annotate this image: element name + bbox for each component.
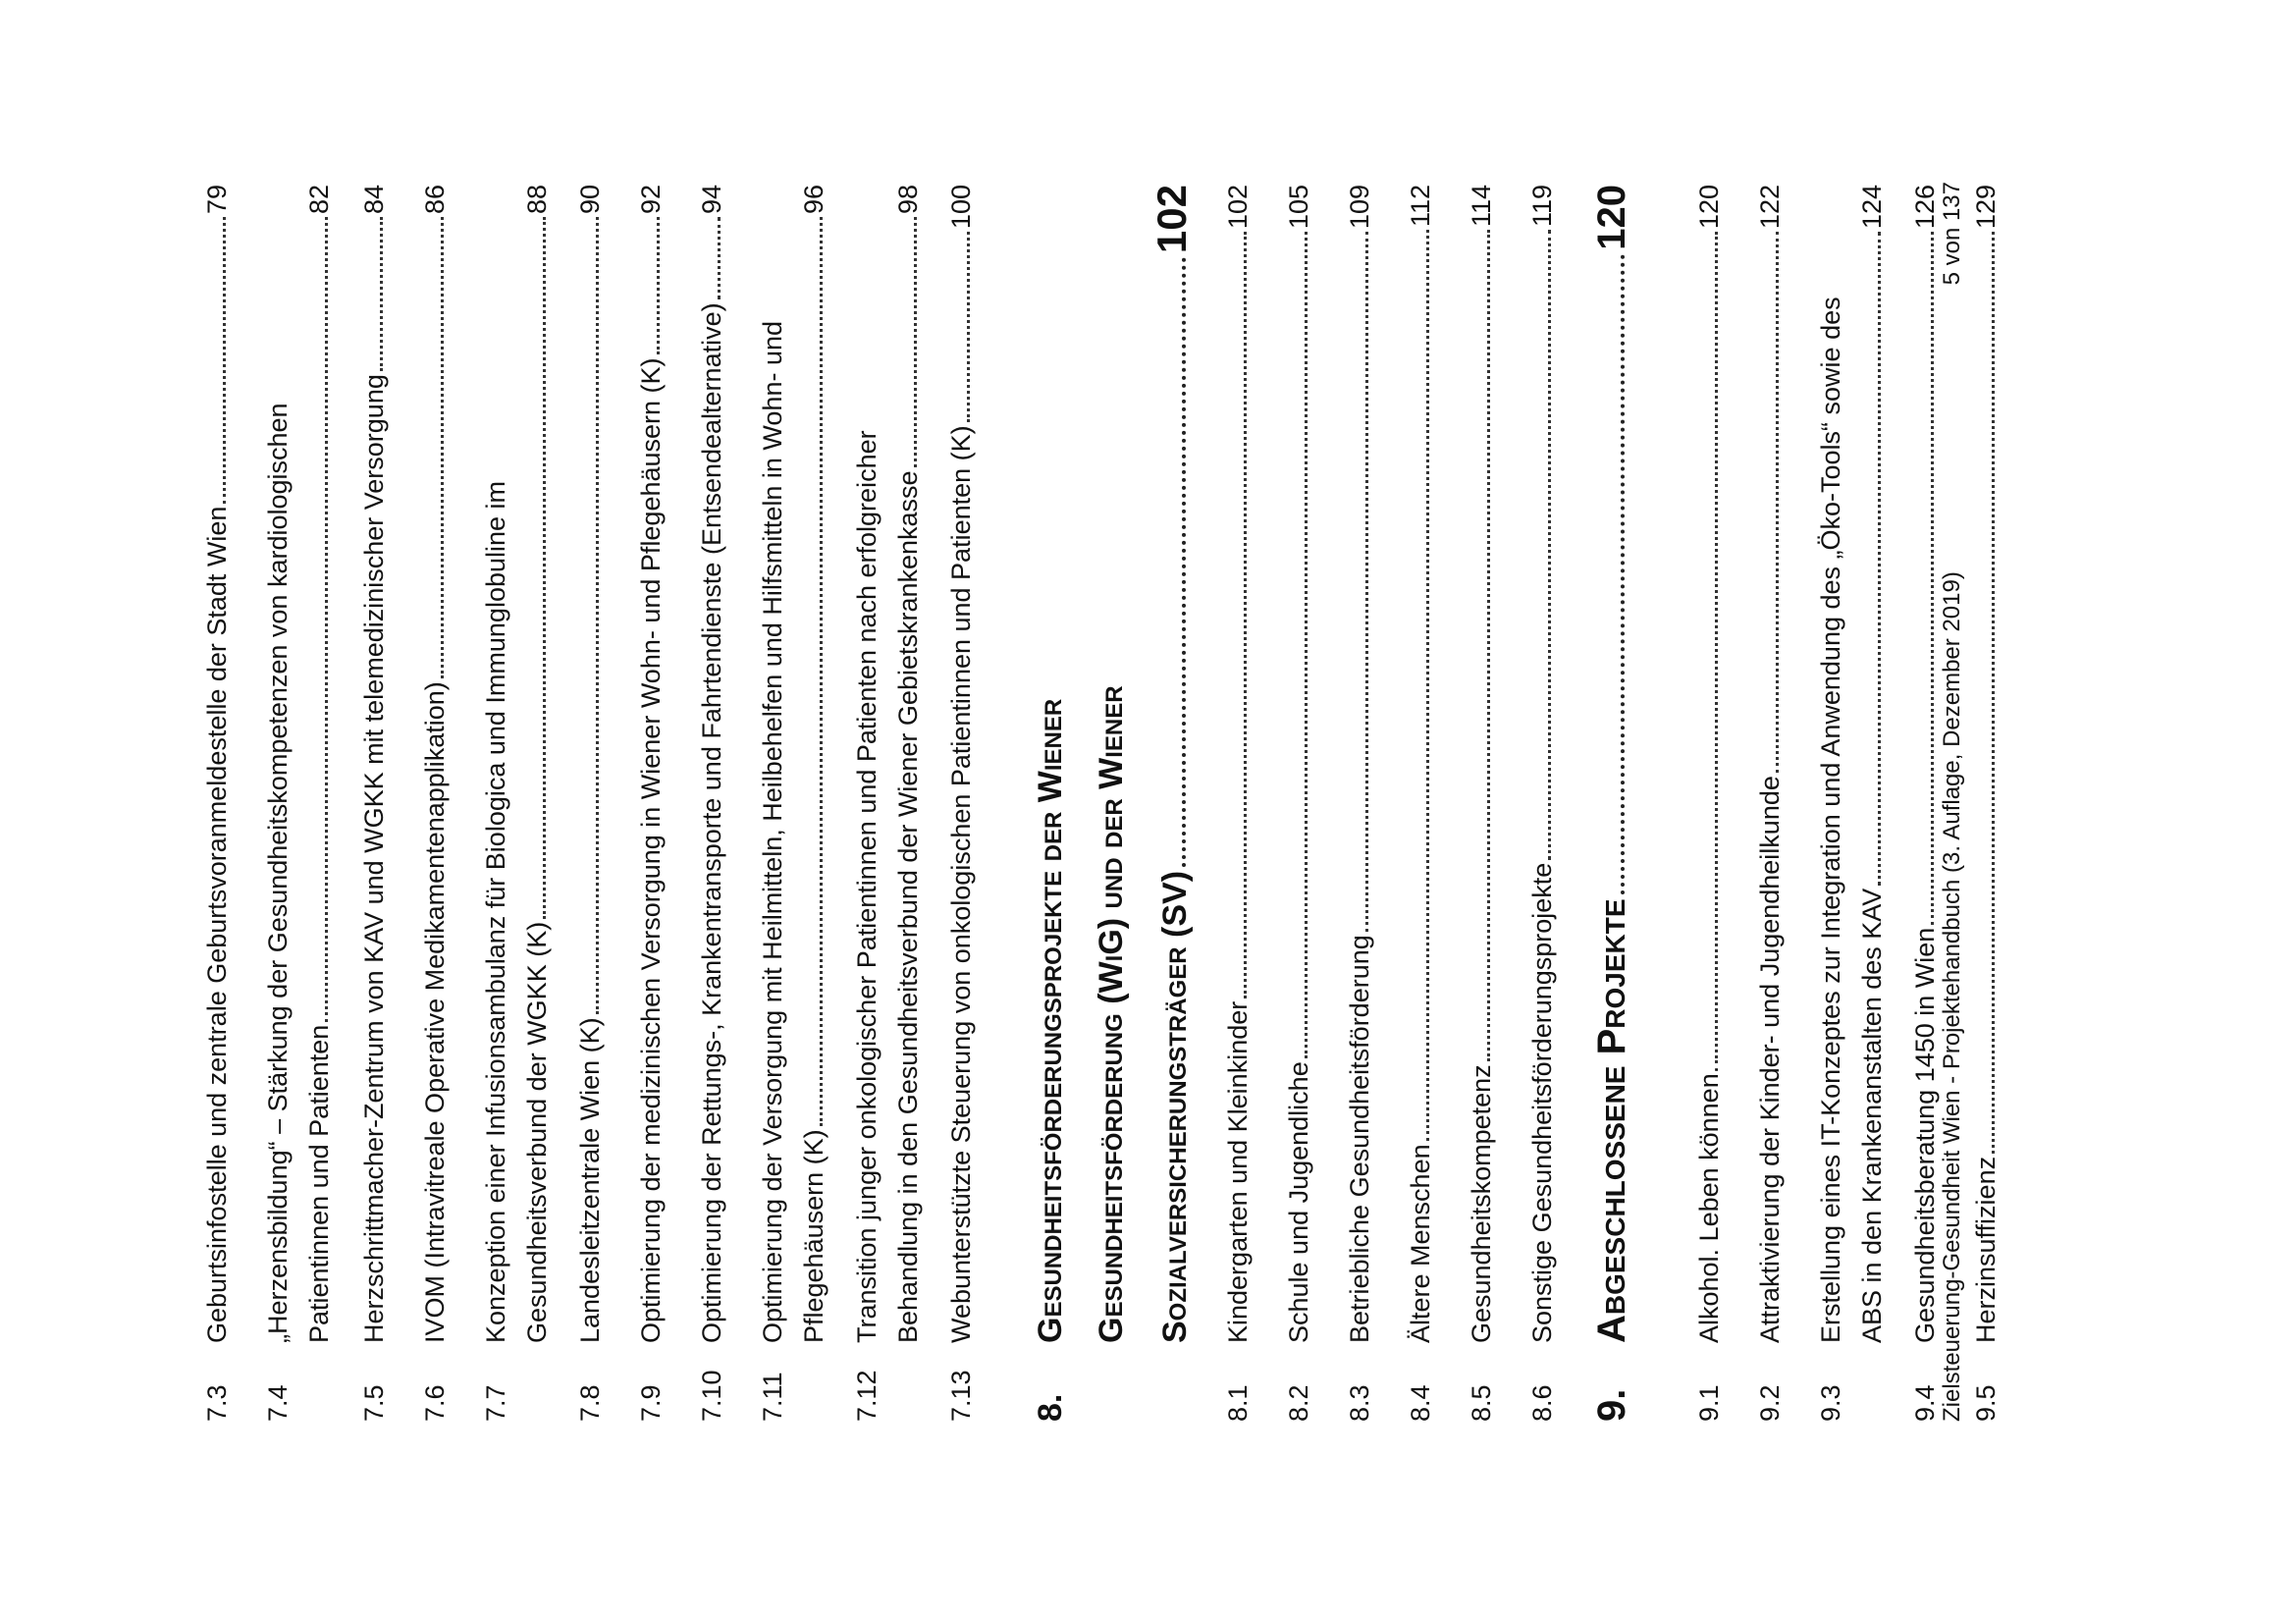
toc-entry-number: 7.9 (636, 1384, 666, 1422)
toc-entry[interactable] (353, 185, 395, 1422)
toc-entry[interactable] (1810, 185, 1893, 1422)
toc-entry-body (414, 185, 455, 1343)
toc-entry[interactable] (752, 185, 834, 1422)
toc-entry-body (1339, 185, 1380, 1343)
toc-entry-body (1461, 185, 1502, 1343)
toc-entry-line (630, 185, 671, 1343)
toc-entry-number: 7.5 (359, 1384, 389, 1422)
toc-entry-page: 96 (799, 185, 828, 215)
toc-entry-line (1217, 185, 1258, 1343)
toc-entry-line (752, 185, 793, 1343)
toc-entry-page: 126 (1910, 185, 1940, 230)
toc-entry-page: 84 (359, 185, 389, 215)
chapter-line (1143, 185, 1203, 1343)
toc-entry-number: 7.7 (481, 1384, 510, 1422)
toc-entry-title: Ältere Menschen (1406, 1144, 1435, 1343)
toc-entry-body (752, 185, 834, 1343)
toc-entry-number: 7.6 (420, 1384, 450, 1422)
toc-entry-number: 9.3 (1816, 1384, 1845, 1422)
dot-leader (1487, 230, 1490, 1061)
chapter-title: Gesundheitsförderungsprojekte der Wiener (1032, 698, 1069, 1343)
toc-entry-body (1278, 185, 1319, 1343)
dot-leader (223, 217, 226, 504)
toc-entry-line (793, 185, 834, 1343)
toc-entry-number: 7.4 (263, 1384, 293, 1422)
toc-entry-line (1851, 185, 1893, 1343)
toc-entry-number: 8.3 (1345, 1384, 1374, 1422)
toc-entry-number: 8.5 (1467, 1384, 1496, 1422)
toc-entry-body (691, 185, 732, 1343)
toc-entry-number: 7.11 (758, 1372, 787, 1422)
toc-entry-title: Herzinsuffizienz (1971, 1156, 2001, 1343)
toc-entry-page: 119 (1527, 185, 1557, 228)
toc-entry-page: 98 (893, 185, 923, 215)
toc-entry[interactable] (257, 185, 340, 1422)
dot-leader (1776, 232, 1779, 773)
toc-entry-body (196, 185, 238, 1343)
toc-entry-page: 124 (1857, 185, 1887, 230)
dot-leader (1365, 232, 1368, 932)
toc-entry-page: 79 (202, 185, 232, 215)
toc-entry-title: Alkohol. Leben können. (1694, 1065, 1724, 1343)
toc-entry-number: 7.3 (202, 1384, 232, 1422)
toc-entry-title: Gesundheitsberatung 1450 in Wien (1910, 927, 1940, 1343)
toc-entry-body (1688, 185, 1730, 1343)
toc-entry-page: 122 (1755, 185, 1785, 230)
chapter-heading[interactable] (1582, 185, 1643, 1422)
chapter-body (1021, 185, 1203, 1343)
toc-entry-body (1749, 185, 1790, 1343)
dot-leader (914, 217, 917, 467)
toc-entry[interactable] (846, 185, 929, 1422)
toc-entry-title: Optimierung der medizinischen Versorgung in Wiener Wohn- und Pflegehäusern (K) (636, 357, 666, 1343)
toc-entry-title: Kindergarten und Kleinkinder (1223, 1000, 1253, 1343)
toc-entry-title: Attraktivierung der Kinder- und Jugendheilkunde (1755, 776, 1785, 1343)
dot-leader (1426, 230, 1429, 1141)
footer-title: Zielsteuerung-Gesundheit Wien - Projektehandbuch (3. Auflage, Dezember 2019) (1939, 571, 1965, 1422)
chapter-line (1021, 185, 1082, 1343)
toc-entry-number: 7.8 (575, 1384, 605, 1422)
toc-entry-line (1522, 185, 1563, 1343)
toc-entry-number: 9.2 (1755, 1384, 1785, 1422)
toc-entry[interactable] (414, 185, 455, 1422)
toc-entry-number: 7.12 (852, 1370, 881, 1422)
dot-leader (1548, 230, 1551, 860)
dot-leader (967, 232, 970, 422)
toc-entry-title: Transition junger onkologischer Patientinnen und Patienten nach erfolgreicher (852, 430, 881, 1343)
toc-entry-number: 8.4 (1406, 1384, 1435, 1422)
chapter-line (1582, 185, 1643, 1343)
toc-entry-page: 120 (1694, 185, 1724, 230)
dot-leader (325, 217, 328, 1022)
toc-entry-number: 7.10 (697, 1370, 726, 1422)
toc-entry-title: Patientinnen und Patienten (304, 1024, 334, 1343)
toc-entry-number: 9.5 (1971, 1384, 2001, 1422)
toc-entry-page: 112 (1406, 185, 1435, 228)
toc-entry-title: ABS in den Krankenanstalten des KAV (1857, 888, 1887, 1343)
toc-entry-line (1688, 185, 1730, 1343)
toc-entry[interactable] (940, 185, 982, 1422)
toc-entry-line (1810, 185, 1851, 1343)
toc-entry-page: 129 (1971, 185, 2001, 230)
toc-entry-number: 7.13 (946, 1370, 976, 1422)
chapter-page: 102 (1148, 185, 1195, 254)
toc-entry-body (1965, 185, 2006, 1343)
chapter-number: 8. (1032, 1393, 1069, 1422)
toc-entry[interactable] (196, 185, 238, 1422)
toc-entry-title: Optimierung der Versorgung mit Heilmitteln, Heilbehelfen und Hilfsmitteln in Wohn- und (758, 320, 787, 1343)
toc-entry[interactable] (1688, 185, 1730, 1422)
chapter-title: Gesundheitsförderung (WiG) und der Wiener (1093, 685, 1130, 1343)
toc-entry-line (257, 185, 298, 1343)
toc-entry-number: 8.1 (1223, 1384, 1253, 1422)
toc-entry-line (1749, 185, 1790, 1343)
toc-entry-title: Landesleitzentrale Wien (K) (575, 1017, 605, 1343)
toc-entry[interactable] (475, 185, 558, 1422)
dot-leader (1931, 232, 1934, 925)
toc-entry-title: Sonstige Gesundheitsförderungsprojekte (1527, 862, 1557, 1343)
toc-entry-page: 90 (575, 185, 605, 215)
toc-entry-title: Optimierung der Rettungs-, Krankentransporte und Fahrtendienste (Entsendealternative) (697, 302, 726, 1343)
toc-entry-title: Gesundheitsverbund der WGKK (K) (522, 921, 552, 1343)
toc-entry-body (940, 185, 982, 1343)
dot-leader (820, 217, 823, 1126)
toc-entry-line (1339, 185, 1380, 1343)
dot-leader (380, 217, 383, 371)
dot-leader (543, 217, 546, 919)
toc-entry-body (1400, 185, 1441, 1343)
toc-entry-line (691, 185, 732, 1343)
toc-entry[interactable] (1278, 185, 1319, 1422)
toc-entry-title: Erstellung eines IT-Konzeptes zur Integration und Anwendung des „Öko-Tools“ sowie des (1816, 297, 1845, 1343)
toc-entry-title: Webunterstützte Steuerung von onkologischen Patientinnen und Patienten (K) (946, 425, 976, 1343)
dot-leader (1878, 232, 1881, 886)
chapter-number: 9. (1590, 1388, 1633, 1422)
dot-leader (1621, 254, 1625, 895)
toc-entry[interactable] (1217, 185, 1258, 1422)
toc-entry-title: IVOM (Intravitreale Operative Medikamentenapplikation) (420, 681, 450, 1343)
toc-entry-page: 100 (946, 185, 976, 230)
toc-entry-number: 8.6 (1527, 1384, 1557, 1422)
dot-leader (1244, 232, 1247, 998)
toc-entry-page: 92 (636, 185, 666, 215)
toc-entry-line (298, 185, 340, 1343)
toc-entry-body (1810, 185, 1893, 1343)
toc-entry-body (630, 185, 671, 1343)
toc-entry-page: 114 (1467, 185, 1496, 228)
toc-entry-line (414, 185, 455, 1343)
toc-entry[interactable] (1339, 185, 1380, 1422)
dot-leader (596, 217, 599, 1014)
toc-entry-body (353, 185, 395, 1343)
toc-entry-line (940, 185, 982, 1343)
toc-entry-body (257, 185, 340, 1343)
toc-entry-number: 9.1 (1694, 1384, 1724, 1422)
toc-entry-line (516, 185, 558, 1343)
toc-entry[interactable] (569, 185, 611, 1422)
toc-entry-title: Gesundheitskompetenz (1467, 1064, 1496, 1343)
toc-entry-body (475, 185, 558, 1343)
toc-entry-body (846, 185, 929, 1343)
toc-entry-title: Behandlung in den Gesundheitsverbund der Wiener Gebietskrankenkasse (893, 470, 923, 1343)
toc-entry-page: 88 (522, 185, 552, 215)
toc-entry-line (846, 185, 887, 1343)
toc-entry[interactable] (630, 185, 671, 1422)
toc-entry-line (569, 185, 611, 1343)
toc-entry-line (1965, 185, 2006, 1343)
toc-entry[interactable] (1400, 185, 1441, 1422)
toc-entry-body (1522, 185, 1563, 1343)
dot-leader (718, 217, 721, 299)
toc-entry-body (1217, 185, 1258, 1343)
dot-leader (1715, 232, 1718, 1063)
toc-entry-page: 82 (304, 185, 334, 215)
toc-entry[interactable] (1522, 185, 1563, 1422)
dot-leader (441, 217, 444, 678)
toc-entry-body (569, 185, 611, 1343)
toc-entry-page: 86 (420, 185, 450, 215)
toc-entry-line (1400, 185, 1441, 1343)
toc-entry-title: Pflegehäusern (K) (799, 1129, 828, 1343)
toc-entry-number: 8.2 (1284, 1384, 1313, 1422)
toc-entry-title: Schule und Jugendliche (1284, 1061, 1313, 1343)
toc-entry[interactable] (1749, 185, 1790, 1422)
toc-entry[interactable] (1965, 185, 2006, 1422)
dot-leader (1305, 232, 1308, 1058)
toc-entry-line (196, 185, 238, 1343)
toc-entry-line (1278, 185, 1319, 1343)
toc-entry[interactable] (691, 185, 732, 1422)
chapter-body (1582, 185, 1643, 1343)
toc-entry-page: 102 (1223, 185, 1253, 230)
toc-entry-title: Geburtsinfostelle und zentrale Geburtsvoranmeldestelle der Stadt Wien (202, 506, 232, 1343)
dot-leader (1182, 257, 1186, 867)
toc-entry[interactable] (1461, 185, 1502, 1422)
dot-leader (657, 217, 660, 354)
chapter-line (1082, 185, 1143, 1343)
toc-entry-title: Betriebliche Gesundheitsförderung (1345, 935, 1374, 1343)
toc-entry-page: 109 (1345, 185, 1374, 230)
page-number: 5 von 137 (1939, 182, 1965, 286)
toc-entry-title: Herzschrittmacher-Zentrum von KAV und WGKK mit telemedizinischer Versorgung (359, 374, 389, 1343)
toc-entry-line (475, 185, 516, 1343)
toc-entry-line (1461, 185, 1502, 1343)
toc-entry-title: Konzeption einer Infusionsambulanz für Biologica und Immunglobuline im (481, 480, 510, 1343)
chapter-title: Abgeschlossene Projekte (1590, 898, 1633, 1343)
toc-entry-line (353, 185, 395, 1343)
toc-entry-line (887, 185, 929, 1343)
chapter-title: Sozialversicherungsträger (SV) (1156, 870, 1194, 1343)
toc-entry-page: 94 (697, 185, 726, 215)
dot-leader (1992, 232, 1995, 1154)
toc-entry-page: 105 (1284, 185, 1313, 230)
toc-entry-number: 9.4 (1910, 1384, 1940, 1422)
chapter-page: 120 (1590, 185, 1633, 250)
toc-entry-title: „Herzensbildung“ – Stärkung der Gesundheitskompetenzen von kardiologischen (263, 403, 293, 1343)
chapter-heading[interactable] (1021, 185, 1203, 1422)
